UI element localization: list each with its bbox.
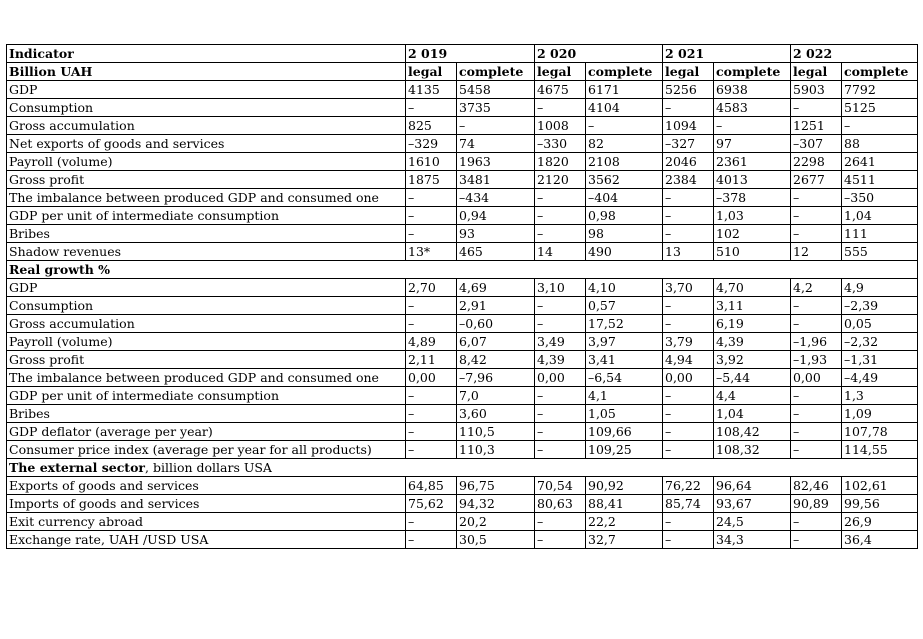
complete-cell: 5458 (457, 81, 535, 99)
legal-cell: 4,94 (663, 351, 714, 369)
row-label: Consumption (7, 297, 406, 315)
row-label: Gross profit (7, 351, 406, 369)
complete-cell: 102 (714, 225, 791, 243)
legal-cell: –329 (406, 135, 457, 153)
legal-cell: 1008 (535, 117, 586, 135)
complete-cell: 17,52 (586, 315, 663, 333)
complete-cell: 32,7 (586, 531, 663, 549)
row-label: Exit currency abroad (7, 513, 406, 531)
complete-cell: 108,32 (714, 441, 791, 459)
legal-cell: – (406, 441, 457, 459)
legal-cell: – (663, 189, 714, 207)
complete-cell: 107,78 (842, 423, 918, 441)
legal-cell: – (663, 513, 714, 531)
complete-cell: 20,2 (457, 513, 535, 531)
section-header-row (7, 459, 918, 477)
row-label: Shadow revenues (7, 243, 406, 261)
complete-cell: 465 (457, 243, 535, 261)
row-label: The imbalance between produced GDP and consumed one (7, 369, 406, 387)
table-row (7, 495, 918, 513)
legal-cell: – (663, 441, 714, 459)
section-title-text: The external sector (9, 460, 145, 475)
complete-cell: 4,70 (714, 279, 791, 297)
complete-cell: –6,54 (586, 369, 663, 387)
complete-cell: 4511 (842, 171, 918, 189)
complete-cell: 99,56 (842, 495, 918, 513)
legal-cell: – (535, 531, 586, 549)
legal-cell: – (535, 189, 586, 207)
complete-cell: –4,49 (842, 369, 918, 387)
legal-cell: 1820 (535, 153, 586, 171)
complete-cell: – (714, 117, 791, 135)
complete-cell: 0,05 (842, 315, 918, 333)
legal-cell: 4,2 (791, 279, 842, 297)
legal-cell: – (406, 405, 457, 423)
legal-cell: 0,00 (663, 369, 714, 387)
complete-cell: 8,42 (457, 351, 535, 369)
complete-cell: –0,60 (457, 315, 535, 333)
table-body (7, 45, 918, 549)
legal-header: legal (663, 63, 714, 81)
legal-cell: – (406, 423, 457, 441)
complete-cell: 4013 (714, 171, 791, 189)
legal-cell: – (406, 225, 457, 243)
table-row (7, 405, 918, 423)
complete-cell: 74 (457, 135, 535, 153)
complete-cell: 7792 (842, 81, 918, 99)
legal-cell: – (663, 99, 714, 117)
unit-header: Billion UAH (7, 63, 406, 81)
row-label: GDP deflator (average per year) (7, 423, 406, 441)
legal-cell: 13* (406, 243, 457, 261)
complete-cell: – (457, 117, 535, 135)
legal-cell: – (535, 405, 586, 423)
complete-cell: 4,4 (714, 387, 791, 405)
complete-cell: 98 (586, 225, 663, 243)
complete-cell: 109,25 (586, 441, 663, 459)
legal-cell: 4675 (535, 81, 586, 99)
legal-cell: 13 (663, 243, 714, 261)
legal-cell: – (791, 513, 842, 531)
legal-cell: 5903 (791, 81, 842, 99)
complete-cell: 88 (842, 135, 918, 153)
row-label: Exports of goods and services (7, 477, 406, 495)
legal-cell: – (663, 225, 714, 243)
complete-header: complete (457, 63, 535, 81)
complete-cell: –404 (586, 189, 663, 207)
complete-cell: 22,2 (586, 513, 663, 531)
legal-header: legal (535, 63, 586, 81)
complete-cell: –5,44 (714, 369, 791, 387)
complete-cell: 93 (457, 225, 535, 243)
complete-cell: 90,92 (586, 477, 663, 495)
legal-cell: – (791, 387, 842, 405)
complete-cell: –2,39 (842, 297, 918, 315)
complete-cell: 5125 (842, 99, 918, 117)
complete-cell: 108,42 (714, 423, 791, 441)
year-header-2019: 2 019 (406, 45, 535, 63)
row-label: GDP per unit of intermediate consumption (7, 387, 406, 405)
table-row (7, 531, 918, 549)
complete-cell: 6,19 (714, 315, 791, 333)
legal-cell: 0,00 (791, 369, 842, 387)
complete-cell: 555 (842, 243, 918, 261)
table-row (7, 153, 918, 171)
legal-cell: 1094 (663, 117, 714, 135)
year-header-2021: 2 021 (663, 45, 791, 63)
row-label: Consumption (7, 99, 406, 117)
complete-cell: 3,41 (586, 351, 663, 369)
row-label: Gross accumulation (7, 117, 406, 135)
table-row (7, 81, 918, 99)
legal-cell: – (663, 405, 714, 423)
legal-cell: –1,93 (791, 351, 842, 369)
legal-cell: – (406, 387, 457, 405)
complete-cell: 3,60 (457, 405, 535, 423)
legal-cell: – (791, 531, 842, 549)
complete-header: complete (842, 63, 918, 81)
complete-cell: 109,66 (586, 423, 663, 441)
legal-cell: 5256 (663, 81, 714, 99)
table-row (7, 279, 918, 297)
year-header-2022: 2 022 (791, 45, 918, 63)
legal-cell: – (791, 189, 842, 207)
row-label: Consumer price index (average per year for all products) (7, 441, 406, 459)
complete-cell: 0,98 (586, 207, 663, 225)
section-title-text: Real growth % (9, 262, 111, 277)
complete-cell: 94,32 (457, 495, 535, 513)
header-row-units (7, 63, 918, 81)
legal-cell: – (791, 315, 842, 333)
table-row (7, 117, 918, 135)
complete-cell: 26,9 (842, 513, 918, 531)
legal-cell: – (791, 405, 842, 423)
complete-cell: –350 (842, 189, 918, 207)
complete-cell: 2361 (714, 153, 791, 171)
legal-cell: – (535, 441, 586, 459)
complete-cell: 2641 (842, 153, 918, 171)
complete-cell: 36,4 (842, 531, 918, 549)
table-row (7, 99, 918, 117)
legal-cell: – (535, 423, 586, 441)
legal-cell: – (535, 99, 586, 117)
legal-cell: – (791, 297, 842, 315)
complete-header: complete (714, 63, 791, 81)
complete-cell: 7,0 (457, 387, 535, 405)
table-row (7, 513, 918, 531)
table-row (7, 207, 918, 225)
legal-cell: 0,00 (406, 369, 457, 387)
legal-cell: – (535, 513, 586, 531)
complete-cell: 6,07 (457, 333, 535, 351)
row-label: GDP (7, 279, 406, 297)
legal-cell: 2384 (663, 171, 714, 189)
row-label: Gross profit (7, 171, 406, 189)
table-row (7, 477, 918, 495)
complete-cell: 114,55 (842, 441, 918, 459)
legal-cell: – (791, 423, 842, 441)
complete-cell: 490 (586, 243, 663, 261)
legal-cell: –327 (663, 135, 714, 153)
legal-cell: 2298 (791, 153, 842, 171)
complete-cell: 96,75 (457, 477, 535, 495)
row-label: Net exports of goods and services (7, 135, 406, 153)
legal-cell: 75,62 (406, 495, 457, 513)
legal-cell: – (663, 207, 714, 225)
legal-cell: 1610 (406, 153, 457, 171)
row-label: Bribes (7, 225, 406, 243)
complete-cell: 1,3 (842, 387, 918, 405)
complete-cell: 6171 (586, 81, 663, 99)
complete-cell: 1,04 (714, 405, 791, 423)
legal-cell: 1251 (791, 117, 842, 135)
legal-cell: 3,49 (535, 333, 586, 351)
legal-cell: –330 (535, 135, 586, 153)
table-row (7, 225, 918, 243)
row-label: GDP (7, 81, 406, 99)
table-row (7, 441, 918, 459)
legal-cell: –307 (791, 135, 842, 153)
complete-cell: 1,03 (714, 207, 791, 225)
table-row (7, 333, 918, 351)
legal-cell: – (406, 99, 457, 117)
legal-cell: 14 (535, 243, 586, 261)
legal-header: legal (791, 63, 842, 81)
complete-cell: 0,94 (457, 207, 535, 225)
complete-cell: 24,5 (714, 513, 791, 531)
legal-cell: – (663, 423, 714, 441)
complete-cell: 111 (842, 225, 918, 243)
legal-cell: – (406, 315, 457, 333)
legal-cell: – (791, 441, 842, 459)
complete-cell: 3,97 (586, 333, 663, 351)
table-row (7, 171, 918, 189)
legal-cell: – (535, 387, 586, 405)
legal-cell: 3,10 (535, 279, 586, 297)
row-label: Imports of goods and services (7, 495, 406, 513)
legal-cell: 2120 (535, 171, 586, 189)
complete-cell: 510 (714, 243, 791, 261)
legal-cell: 64,85 (406, 477, 457, 495)
complete-cell: 30,5 (457, 531, 535, 549)
legal-cell: 76,22 (663, 477, 714, 495)
legal-cell: – (535, 297, 586, 315)
complete-cell: 110,5 (457, 423, 535, 441)
table-row (7, 351, 918, 369)
complete-cell: 2108 (586, 153, 663, 171)
legal-cell: – (406, 297, 457, 315)
complete-cell: 4,10 (586, 279, 663, 297)
legal-cell: 85,74 (663, 495, 714, 513)
table-row (7, 369, 918, 387)
legal-cell: 825 (406, 117, 457, 135)
complete-cell: 34,3 (714, 531, 791, 549)
complete-cell: 1963 (457, 153, 535, 171)
complete-cell: 88,41 (586, 495, 663, 513)
legal-cell: – (406, 513, 457, 531)
complete-cell: 4583 (714, 99, 791, 117)
macro-indicators-table (6, 44, 918, 549)
section-header-row (7, 261, 918, 279)
legal-cell: 3,70 (663, 279, 714, 297)
legal-cell: 2,70 (406, 279, 457, 297)
complete-cell: – (586, 117, 663, 135)
legal-cell: – (406, 189, 457, 207)
complete-cell: 4,1 (586, 387, 663, 405)
legal-cell: – (663, 297, 714, 315)
legal-cell: – (663, 387, 714, 405)
legal-cell: – (406, 531, 457, 549)
complete-cell: –378 (714, 189, 791, 207)
complete-cell: 4,9 (842, 279, 918, 297)
legal-cell: 82,46 (791, 477, 842, 495)
complete-header: complete (586, 63, 663, 81)
legal-cell: 80,63 (535, 495, 586, 513)
complete-cell: –1,31 (842, 351, 918, 369)
legal-cell: 4135 (406, 81, 457, 99)
legal-cell: 4,39 (535, 351, 586, 369)
row-label: GDP per unit of intermediate consumption (7, 207, 406, 225)
complete-cell: 4,39 (714, 333, 791, 351)
table-row (7, 135, 918, 153)
complete-cell: 3562 (586, 171, 663, 189)
complete-cell: 82 (586, 135, 663, 153)
legal-cell: – (535, 225, 586, 243)
legal-cell: – (791, 207, 842, 225)
legal-cell: – (791, 225, 842, 243)
complete-cell: 1,04 (842, 207, 918, 225)
legal-cell: 2,11 (406, 351, 457, 369)
complete-cell: – (842, 117, 918, 135)
complete-cell: 3735 (457, 99, 535, 117)
section-title (7, 459, 918, 477)
legal-cell: – (663, 315, 714, 333)
legal-cell: 0,00 (535, 369, 586, 387)
complete-cell: 3481 (457, 171, 535, 189)
complete-cell: 3,92 (714, 351, 791, 369)
legal-cell: 70,54 (535, 477, 586, 495)
legal-cell: 2046 (663, 153, 714, 171)
legal-cell: –1,96 (791, 333, 842, 351)
row-label: Bribes (7, 405, 406, 423)
legal-cell: – (535, 207, 586, 225)
legal-cell: 12 (791, 243, 842, 261)
table-row (7, 297, 918, 315)
complete-cell: 110,3 (457, 441, 535, 459)
row-label: Exchange rate, UAH /USD USA (7, 531, 406, 549)
complete-cell: –2,32 (842, 333, 918, 351)
complete-cell: 4104 (586, 99, 663, 117)
table-row (7, 243, 918, 261)
legal-cell: – (535, 315, 586, 333)
section-title-tail: , billion dollars USA (145, 460, 272, 475)
header-row-years (7, 45, 918, 63)
complete-cell: 97 (714, 135, 791, 153)
section-title (7, 261, 918, 279)
legal-cell: – (663, 531, 714, 549)
complete-cell: 6938 (714, 81, 791, 99)
complete-cell: –7,96 (457, 369, 535, 387)
complete-cell: 1,09 (842, 405, 918, 423)
complete-cell: 4,69 (457, 279, 535, 297)
complete-cell: 1,05 (586, 405, 663, 423)
table-row (7, 189, 918, 207)
year-header-2020: 2 020 (535, 45, 663, 63)
complete-cell: 0,57 (586, 297, 663, 315)
table-row (7, 315, 918, 333)
legal-cell: 3,79 (663, 333, 714, 351)
legal-cell: 90,89 (791, 495, 842, 513)
row-label: Gross accumulation (7, 315, 406, 333)
complete-cell: 96,64 (714, 477, 791, 495)
table-row (7, 423, 918, 441)
indicator-header: Indicator (7, 45, 406, 63)
legal-header: legal (406, 63, 457, 81)
row-label: Payroll (volume) (7, 153, 406, 171)
row-label: The imbalance between produced GDP and consumed one (7, 189, 406, 207)
complete-cell: 93,67 (714, 495, 791, 513)
table-row (7, 387, 918, 405)
row-label: Payroll (volume) (7, 333, 406, 351)
legal-cell: 2677 (791, 171, 842, 189)
complete-cell: 3,11 (714, 297, 791, 315)
legal-cell: 1875 (406, 171, 457, 189)
complete-cell: –434 (457, 189, 535, 207)
complete-cell: 102,61 (842, 477, 918, 495)
legal-cell: – (406, 207, 457, 225)
legal-cell: 4,89 (406, 333, 457, 351)
legal-cell: – (791, 99, 842, 117)
complete-cell: 2,91 (457, 297, 535, 315)
